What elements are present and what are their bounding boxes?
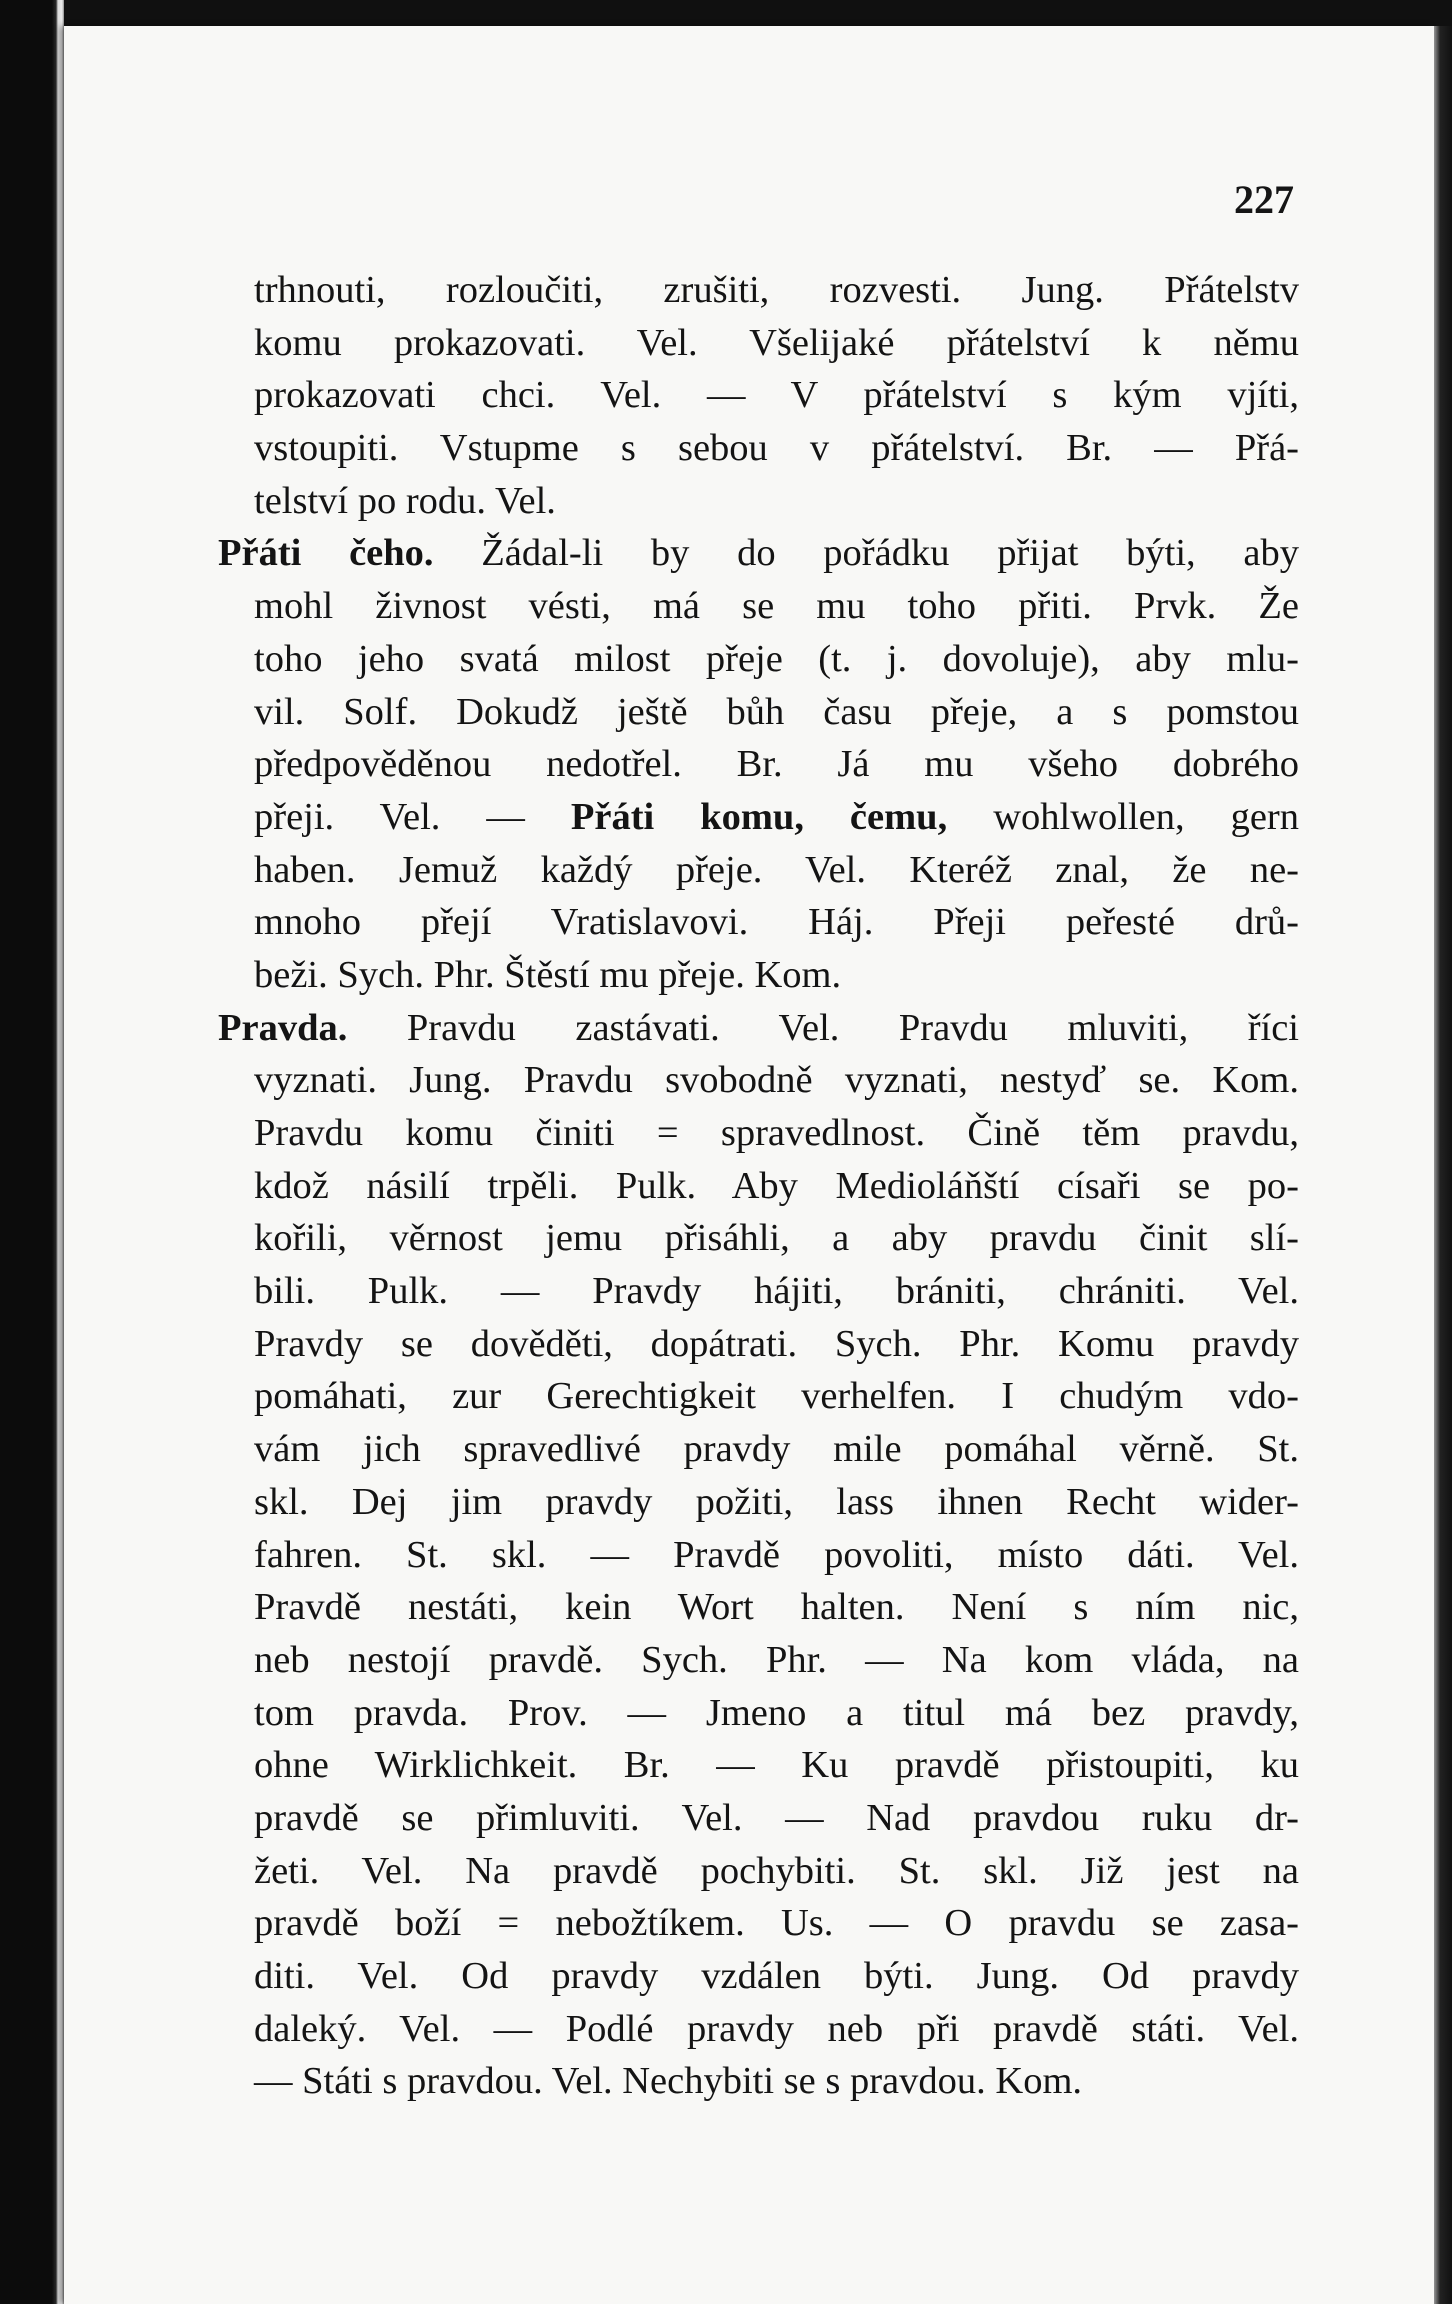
text-line — [254, 1423, 1299, 1476]
text-line — [254, 791, 1299, 844]
text-line — [254, 896, 1299, 949]
text-line — [254, 580, 1299, 633]
line-text: vil. Solf. Dokudž ještě bůh času přeje, a s pomstou — [254, 690, 1299, 733]
line-text: vám jich spravedlivé pravdy mile pomáhal věrně. St. — [254, 1428, 1299, 1471]
text-line — [254, 1476, 1299, 1529]
line-text: Žádal-li by do pořádku přijat býti, aby — [433, 532, 1299, 575]
text-line — [254, 1212, 1299, 1265]
entry-headline — [218, 527, 1299, 580]
text-line — [254, 949, 1299, 1002]
book-page — [64, 26, 1434, 2304]
scan-left-edge — [0, 0, 64, 2304]
line-text: wohlwollen, gern — [947, 795, 1299, 838]
line-text: trhnouti, rozloučiti, zrušiti, rozvesti. Jung. Přátelstv — [254, 269, 1299, 311]
text-line — [254, 1581, 1299, 1634]
text-line — [254, 422, 1299, 475]
text-line — [254, 1950, 1299, 2003]
dictionary-text — [218, 264, 1299, 2108]
text-line — [254, 1160, 1299, 1213]
text-line — [254, 1265, 1299, 1318]
line-text: prokazovati chci. Vel. — V přátelství s kým vjíti, — [254, 374, 1299, 417]
line-text: haben. Jemuž každý přeje. Vel. Kteréž znal, že ne- — [254, 848, 1299, 891]
text-line — [254, 2055, 1299, 2108]
line-text: mnoho přejí Vratislavovi. Háj. Přeji peřesté drů- — [254, 901, 1299, 944]
line-text: ohne Wirklichkeit. Br. — Ku pravdě přistoupiti, ku — [254, 1744, 1299, 1787]
line-text: žeti. Vel. Na pravdě pochybiti. St. skl. Již jest na — [254, 1849, 1299, 1892]
text-line — [254, 1529, 1299, 1582]
scan-top-edge — [64, 0, 1452, 26]
text-line — [254, 1845, 1299, 1898]
line-text: pravdě se přimluviti. Vel. — Nad pravdou ruku dr- — [254, 1796, 1299, 1839]
line-text: pravdě boží = nebožtíkem. Us. — O pravdu se zasa- — [254, 1902, 1299, 1945]
line-text: tom pravda. Prov. — Jmeno a titul má bez pravdy, — [254, 1691, 1299, 1734]
line-text: fahren. St. skl. — Pravdě povoliti, místo dáti. Vel. — [254, 1533, 1299, 1576]
text-line — [254, 686, 1299, 739]
text-line — [254, 844, 1299, 897]
text-line — [254, 369, 1299, 422]
headword: Pravda. — [218, 1006, 348, 1049]
headword: Přáti čeho. — [218, 532, 434, 575]
text-line — [254, 1792, 1299, 1845]
scan-right-edge — [1434, 26, 1452, 2304]
text-line — [254, 1107, 1299, 1160]
text-line — [254, 317, 1299, 370]
line-text: neb nestojí pravdě. Sych. Phr. — Na kom vláda, na — [254, 1638, 1299, 1681]
text-line — [254, 1634, 1299, 1687]
line-text: beži. Sych. Phr. Štěstí mu přeje. Kom. — [254, 953, 842, 996]
entry-headline — [218, 1002, 1299, 1055]
text-line — [254, 1318, 1299, 1371]
text-line — [254, 264, 1299, 317]
text-line — [254, 475, 1299, 528]
line-text: mohl živnost vésti, má se mu toho přiti. Prvk. Že — [254, 585, 1299, 628]
text-line — [254, 1054, 1299, 1107]
line-text: Pravdy se dověděti, dopátrati. Sych. Phr. Komu pravdy — [254, 1322, 1299, 1365]
line-text: kdož násilí trpěli. Pulk. Aby Medioláňští císaři se po- — [254, 1164, 1299, 1207]
text-line — [254, 1739, 1299, 1792]
line-text: Pravdu zastávati. Vel. Pravdu mluviti, říci — [347, 1006, 1299, 1049]
line-text: bili. Pulk. — Pravdy hájiti, brániti, chrániti. Vel. — [254, 1270, 1299, 1313]
line-text: — Státi s pravdou. Vel. Nechybiti se s pravdou. Kom. — [254, 2060, 1083, 2103]
line-text: vyznati. Jung. Pravdu svobodně vyznati, nestyď se. Kom. — [254, 1059, 1299, 1102]
line-text: vstoupiti. Vstupme s sebou v přátelství. Br. — Přá- — [254, 427, 1299, 470]
line-text: toho jeho svatá milost přeje (t. j. dovoluje), aby mlu- — [254, 637, 1299, 680]
text-line — [254, 2003, 1299, 2056]
text-line — [254, 738, 1299, 791]
page-number: 227 — [1234, 177, 1294, 222]
text-line — [254, 1687, 1299, 1740]
line-text: komu prokazovati. Vel. Všelijaké přátelství k němu — [254, 321, 1299, 364]
line-text: pomáhati, zur Gerechtigkeit verhelfen. I chudým vdo- — [254, 1375, 1299, 1418]
line-text: diti. Vel. Od pravdy vzdálen býti. Jung. Od pravdy — [254, 1955, 1299, 1997]
line-text: telství po rodu. Vel. — [254, 479, 556, 522]
text-line — [254, 633, 1299, 686]
line-text: Pravdě nestáti, kein Wort halten. Není s ním nic, — [254, 1586, 1299, 1629]
text-line — [254, 1370, 1299, 1423]
text-line — [254, 1897, 1299, 1950]
line-text: Pravdu komu činiti = spravedlnost. Čině těm pravdu, — [254, 1112, 1299, 1154]
line-text: kořili, věrnost jemu přisáhli, a aby pravdu činit slí- — [254, 1217, 1299, 1260]
line-text: přeji. Vel. — — [254, 795, 571, 838]
line-text: předpověděnou nedotřel. Br. Já mu všeho dobrého — [254, 743, 1299, 786]
headword: Přáti komu, čemu, — [570, 795, 948, 838]
line-text: skl. Dej jim pravdy požiti, lass ihnen Recht wider- — [254, 1480, 1299, 1523]
line-text: daleký. Vel. — Podlé pravdy neb při pravdě státi. Vel. — [254, 2007, 1299, 2050]
